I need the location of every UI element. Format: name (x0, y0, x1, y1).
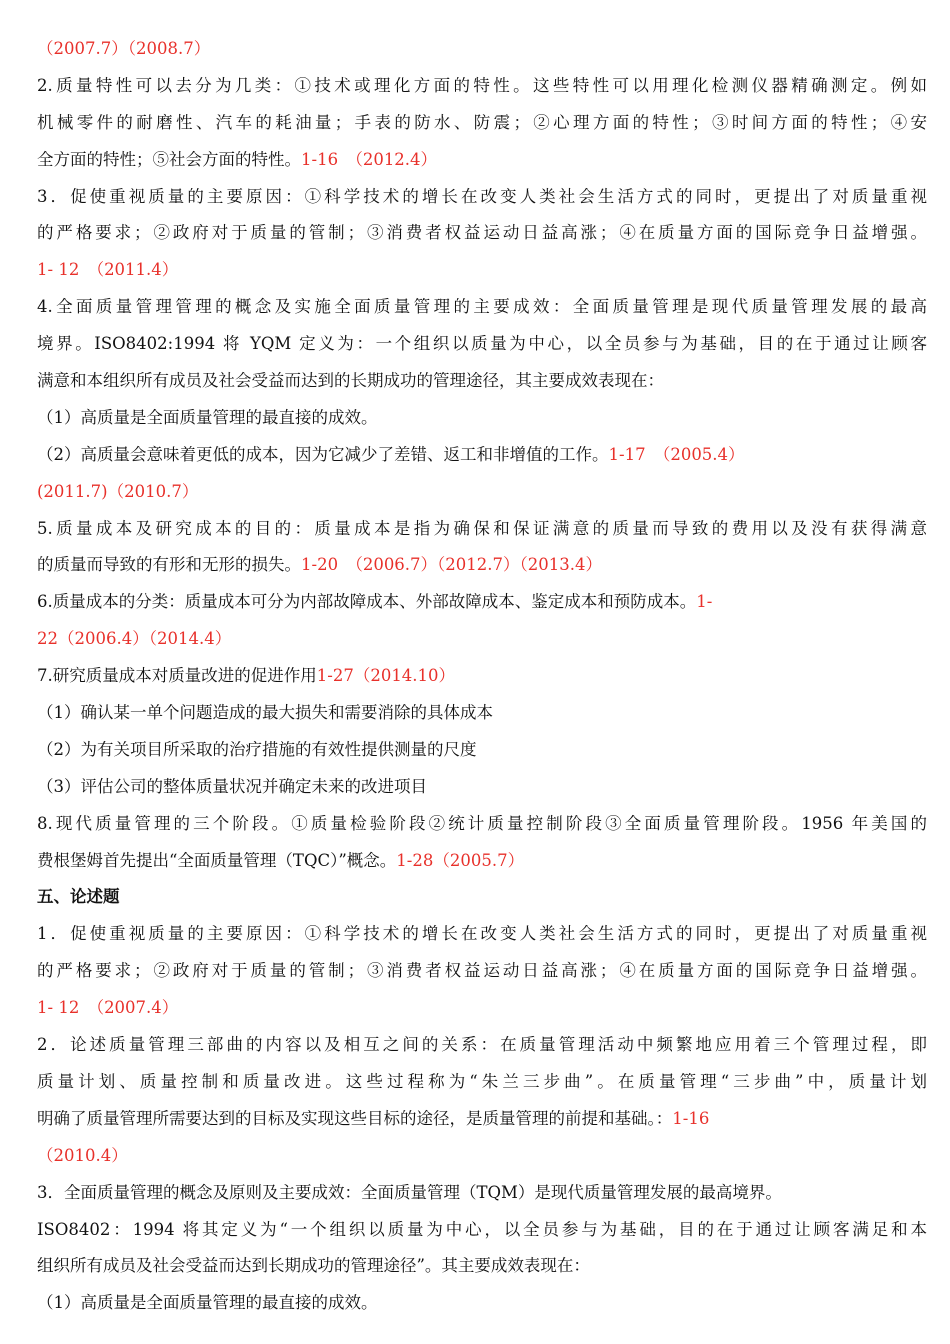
text-line (37, 658, 927, 695)
body-text: 4.全面质量管理管理的概念及实施全面质量管理的主要成效：全面质量管理是现代质量管理发展的最高 (37, 297, 927, 317)
text-line (37, 1285, 927, 1322)
text-line (37, 474, 927, 511)
text-line (37, 326, 927, 363)
reference-note: (2011.7)（2010.7） (37, 481, 199, 501)
body-text: 全方面的特性；⑤社会方面的特性。 (37, 149, 301, 169)
body-text: 机械零件的耐磨性、汽车的耗油量；手表的防水、防震；②心理方面的特性；③时间方面的特性；④安 (37, 112, 927, 132)
body-text: （1）高质量是全面质量管理的最直接的成效。 (37, 407, 378, 427)
text-line (37, 621, 927, 658)
body-text: （1）高质量是全面质量管理的最直接的成效。 (37, 1293, 378, 1313)
body-text: 质量计划、质量控制和质量改进。这些过程称为“朱兰三步曲”。在质量管理“三步曲”中，质量计划 (37, 1071, 927, 1091)
text-line (37, 1027, 927, 1064)
text-line (37, 215, 927, 252)
text-line (37, 105, 927, 142)
body-text: 8.现代质量管理的三个阶段。①质量检验阶段②统计质量控制阶段③全面质量管理阶段。1956 年美国的 (37, 813, 927, 833)
reference-note: 1- 12 （2011.4） (37, 260, 179, 280)
body-text: （2）高质量会意味着更低的成本，因为它减少了差错、返工和非增值的工作。 (37, 444, 609, 464)
body-text: 明确了质量管理所需要达到的目标及实现这些目标的途径，是质量管理的前提和基础。： (37, 1108, 673, 1128)
body-text: 的严格要求；②政府对于质量的管制；③消费者权益运动日益高涨；④在质量方面的国际竞争日益增强。 (37, 961, 927, 981)
body-text: 3．促使重视质量的主要原因：①科学技术的增长在改变人类社会生活方式的同时，更提出了对质量重视 (37, 186, 927, 206)
text-line (37, 990, 927, 1027)
body-text: 组织所有成员及社会受益而达到长期成功的管理途径”。其主要成效表现在： (37, 1256, 590, 1276)
text-line (37, 916, 927, 953)
text-line (37, 31, 927, 68)
reference-note: 22（2006.4）（2014.4） (37, 629, 232, 649)
reference-note: 1-28（2005.7） (396, 850, 525, 870)
reference-note: 1-16 （2012.4） (301, 149, 438, 169)
body-text: 满意和本组织所有成员及社会受益而达到的长期成功的管理途径，其主要成效表现在： (37, 371, 664, 391)
text-line (37, 68, 927, 105)
reference-note: 1-20 （2006.7）（2012.7）（2013.4） (301, 555, 603, 575)
reference-note: 1- 12 （2007.4） (37, 998, 179, 1018)
text-line (37, 437, 927, 474)
text-line (37, 179, 927, 216)
text-line (37, 547, 927, 584)
text-line (37, 695, 927, 732)
body-text: 5.质量成本及研究成本的目的：质量成本是指为确保和保证满意的质量而导致的费用以及没有获得满意 (37, 518, 927, 538)
text-line (37, 1175, 927, 1212)
text-line (37, 1248, 927, 1285)
text-line (37, 400, 927, 437)
body-text: （1）确认某一单个问题造成的最大损失和需要消除的具体成本 (37, 703, 493, 723)
reference-note: 1-16 (672, 1108, 710, 1128)
text-line (37, 511, 927, 548)
body-text: ISO8402：1994 将其定义为“一个组织以质量为中心，以全员参与为基础，目的在于通过让顾客满足和本 (37, 1219, 927, 1239)
body-text: 境界。ISO8402:1994 将 YQM 定义为：一个组织以质量为中心，以全员参与为基础，目的在于通过让顾客 (37, 334, 927, 354)
section-heading: 五、论述题 (37, 887, 120, 907)
text-line (37, 142, 927, 179)
text-line (37, 252, 927, 289)
body-text: （3）评估公司的整体质量状况并确定未来的改进项目 (37, 776, 427, 796)
text-line (37, 843, 927, 880)
body-text: 2.质量特性可以去分为几类：①技术或理化方面的特性。这些特性可以用理化检测仪器精确测定。例如 (37, 75, 927, 95)
body-text: 2．论述质量管理三部曲的内容以及相互之间的关系：在质量管理活动中频繁地应用着三个管理过程，即 (37, 1035, 927, 1055)
reference-note: 1-27（2014.10） (316, 666, 456, 686)
body-text: 的质量而导致的有形和无形的损失。 (37, 555, 301, 575)
reference-note: 1- (696, 592, 713, 612)
body-text: 费根堡姆首先提出“全面质量管理（TQC）”概念。 (37, 850, 397, 870)
text-line (37, 363, 927, 400)
reference-note: 1-17 （2005.4） (608, 444, 745, 464)
text-line (37, 806, 927, 843)
text-line (37, 1101, 927, 1138)
text-line (37, 1064, 927, 1101)
text-line (37, 289, 927, 326)
reference-note: （2010.4） (37, 1145, 128, 1165)
text-line (37, 1212, 927, 1249)
text-line (37, 879, 927, 916)
reference-note: （2007.7）（2008.7） (37, 39, 211, 58)
body-text: 1．促使重视质量的主要原因：①科学技术的增长在改变人类社会生活方式的同时，更提出了对质量重视 (37, 924, 927, 944)
body-text: 的严格要求；②政府对于质量的管制；③消费者权益运动日益高涨；④在质量方面的国际竞争日益增强。 (37, 223, 927, 243)
body-text: （2）为有关项目所采取的治疗措施的有效性提供测量的尺度 (37, 739, 477, 759)
text-line (37, 953, 927, 990)
text-line (37, 769, 927, 806)
text-line (37, 1138, 927, 1175)
document-page (37, 31, 927, 1322)
body-text: 7.研究质量成本对质量改进的促进作用 (37, 666, 317, 686)
body-text: 6.质量成本的分类：质量成本可分为内部故障成本、外部故障成本、鉴定成本和预防成本。 (37, 592, 697, 612)
text-line (37, 584, 927, 621)
body-text: 3．全面质量管理的概念及原则及主要成效：全面质量管理（TQM）是现代质量管理发展的最高境界。 (37, 1182, 782, 1202)
text-line (37, 732, 927, 769)
